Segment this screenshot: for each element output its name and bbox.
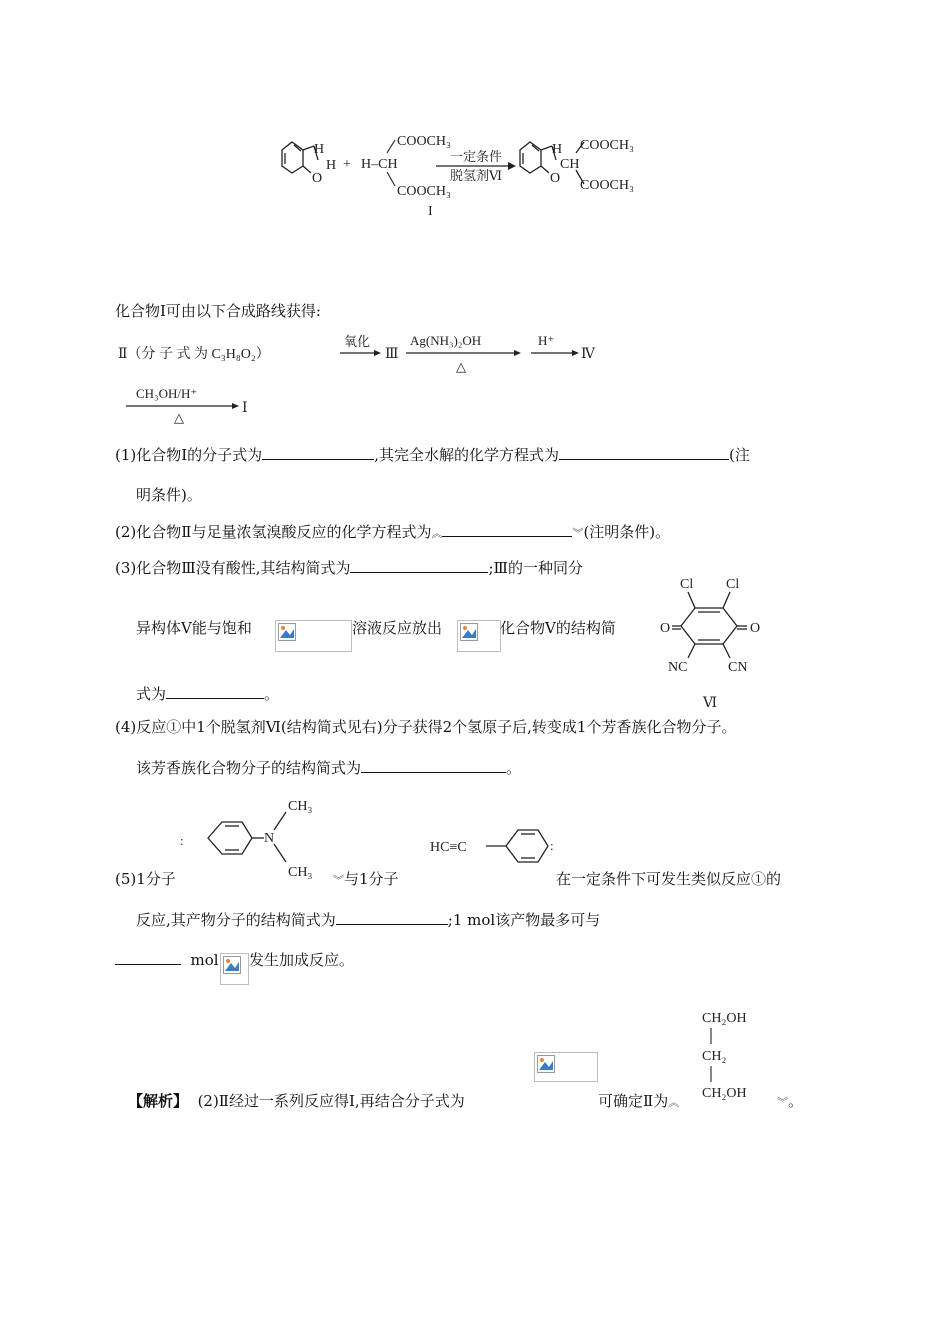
- q5-text-c: 在一定条件下可发生类似反应①的: [556, 870, 782, 888]
- h-label-2: H: [326, 158, 337, 173]
- analysis-line-b: [598, 1090, 679, 1114]
- q2-text-b: (注明条件)。: [583, 523, 671, 541]
- glycol-structure: [698, 1004, 788, 1104]
- route-end: Ⅰ: [242, 401, 248, 416]
- stray-mark-2: :: [550, 838, 554, 853]
- q3-isomer-blank[interactable]: [166, 684, 264, 699]
- reaction-scheme: [270, 120, 650, 225]
- q3-text-f: 式为: [136, 685, 167, 703]
- question-5-line-2: [136, 909, 600, 931]
- q2-equation-blank[interactable]: [442, 522, 572, 537]
- route-step4-reagent: CH₃OH/H⁺: [136, 386, 198, 401]
- amine-ch3-bottom: CH₃: [288, 865, 313, 880]
- close-wedge-icon: ︾: [777, 1096, 788, 1109]
- route-step2-cond: △: [456, 359, 466, 374]
- q5-text-f: mol: [190, 951, 219, 969]
- q1-text-c: (注: [728, 446, 750, 464]
- q5-text-b: 与1分子: [344, 870, 399, 888]
- broken-image-icon: [457, 620, 501, 652]
- q4-text-c: 。: [506, 759, 522, 777]
- question-2: [115, 521, 670, 545]
- analysis-text-a: (2)Ⅱ经过一系列反应得Ⅰ,再结合分子式为: [197, 1092, 465, 1110]
- synthesis-route: [118, 328, 598, 424]
- q5-text-e: ;1 mol该产物最多可与: [447, 911, 601, 929]
- analysis-line: [128, 1090, 465, 1112]
- amine-ch3-top: CH₃: [288, 799, 313, 814]
- route-mid1: Ⅲ: [385, 347, 399, 362]
- broken-image-icon: [534, 1052, 598, 1082]
- q1-text-d: 明条件)。: [136, 486, 202, 504]
- q1-formula-blank[interactable]: [262, 445, 374, 460]
- arrow-bottom-label: 脱氢剂Ⅵ: [450, 168, 503, 183]
- analysis-tag: 【解析】: [128, 1092, 189, 1110]
- q3-text-a: (3)化合物Ⅲ没有酸性,其结构简式为: [115, 559, 351, 577]
- q3-text-g: 。: [264, 685, 280, 703]
- route-start: Ⅱ（分 子 式 为 C₃H₈O₂）: [118, 347, 270, 362]
- phenylacetylene-structure: [428, 820, 558, 890]
- reactant-top: COOCH₃: [397, 134, 451, 149]
- route-intro: 化合物Ⅰ可由以下合成路线获得:: [115, 302, 321, 320]
- broken-image-icon: [275, 620, 352, 652]
- route-mid2: Ⅳ: [581, 347, 595, 362]
- close-wedge-icon: ︾: [572, 527, 584, 540]
- q5-text-g: 发生加成反应。: [249, 951, 355, 969]
- q4-aromatic-blank[interactable]: [361, 758, 506, 773]
- q5-product-blank[interactable]: [336, 910, 448, 925]
- question-3-line-1: [115, 557, 583, 579]
- close-wedge-icon: ︾: [333, 874, 344, 887]
- stray-mark: :: [180, 833, 184, 848]
- q5-text-a: (5)1分子: [115, 870, 176, 888]
- route-step4-cond: △: [174, 410, 184, 424]
- q5-text-d: 反应,其产物分子的结构简式为: [136, 911, 336, 929]
- q1-equation-blank[interactable]: [559, 445, 729, 460]
- ddq-structure: [650, 570, 780, 715]
- q1-text-b: ,其完全水解的化学方程式为: [374, 446, 559, 464]
- analysis-text-b: 可确定Ⅱ为: [598, 1092, 669, 1110]
- q3-structure-blank[interactable]: [350, 558, 488, 573]
- product-h: H: [552, 142, 563, 157]
- open-wedge-icon: ︽: [431, 527, 443, 540]
- q4-text-b: 该芳香族化合物分子的结构简式为: [136, 759, 362, 777]
- ddq-o-1: O: [660, 621, 671, 636]
- product-mid: CH: [560, 157, 580, 172]
- product-top: COOCH₃: [580, 138, 634, 153]
- glycol-mid: CH₂: [702, 1049, 727, 1064]
- q3-text-b: ;Ⅲ的一种同分: [488, 559, 584, 577]
- question-1-line-1: [115, 444, 750, 466]
- q3-text-d: 溶液反应放出: [352, 619, 443, 637]
- product-bottom: COOCH₃: [580, 178, 634, 193]
- alkyne-label: HC≡C: [430, 840, 467, 855]
- q3-text-e: 化合物Ⅴ的结构简: [500, 619, 616, 637]
- ddq-cn: CN: [728, 660, 748, 675]
- q1-text-a: (1)化合物Ⅰ的分子式为: [115, 446, 263, 464]
- open-wedge-icon: ︽: [668, 1096, 680, 1109]
- isochroman-structure: [282, 142, 318, 173]
- amine-n: N: [264, 831, 275, 846]
- q5-part-b: [333, 868, 399, 892]
- route-step3-reagent: H⁺: [538, 333, 555, 348]
- ddq-nc: NC: [668, 660, 688, 675]
- compound-label: I: [428, 204, 433, 219]
- product-o: O: [550, 171, 561, 186]
- dimethylaniline-structure: [180, 790, 340, 890]
- ddq-cl-2: Cl: [726, 577, 740, 592]
- arrow-top-label: 一定条件: [450, 149, 503, 164]
- h-label: H: [314, 142, 325, 157]
- ddq-cl-1: Cl: [680, 577, 694, 592]
- analysis-text-c: 。: [788, 1092, 804, 1110]
- question-5-line-3: [115, 949, 219, 971]
- analysis-line-c: [777, 1090, 803, 1114]
- reactant-bottom: COOCH₃: [397, 184, 451, 199]
- question-4-line-2: [136, 757, 521, 779]
- o-label: O: [312, 171, 323, 186]
- ddq-o-2: O: [750, 621, 761, 636]
- plus-sign: +: [343, 157, 351, 172]
- route-step1-reagent: 氧化: [344, 334, 371, 349]
- broken-image-icon: [220, 953, 249, 985]
- q4-text-a: (4)反应①中1个脱氢剂Ⅵ(结构简式见右)分子获得2个氢原子后,转变成1个芳香族化合物分子。: [115, 718, 737, 736]
- route-step2-reagent: Ag(NH₃)₂OH: [410, 333, 482, 348]
- glycol-top: CH₂OH: [702, 1011, 747, 1026]
- ddq-label: Ⅵ: [703, 696, 718, 711]
- question-3-line-3: [136, 683, 279, 705]
- q3-text-c: 异构体Ⅴ能与饱和: [136, 619, 252, 637]
- q2-text-a: (2)化合物Ⅱ与足量浓氢溴酸反应的化学方程式为: [115, 523, 432, 541]
- q5-mol-blank[interactable]: [115, 950, 181, 965]
- glycol-bottom: CH₂OH: [702, 1086, 747, 1101]
- reactant-mid: H–CH: [361, 157, 398, 172]
